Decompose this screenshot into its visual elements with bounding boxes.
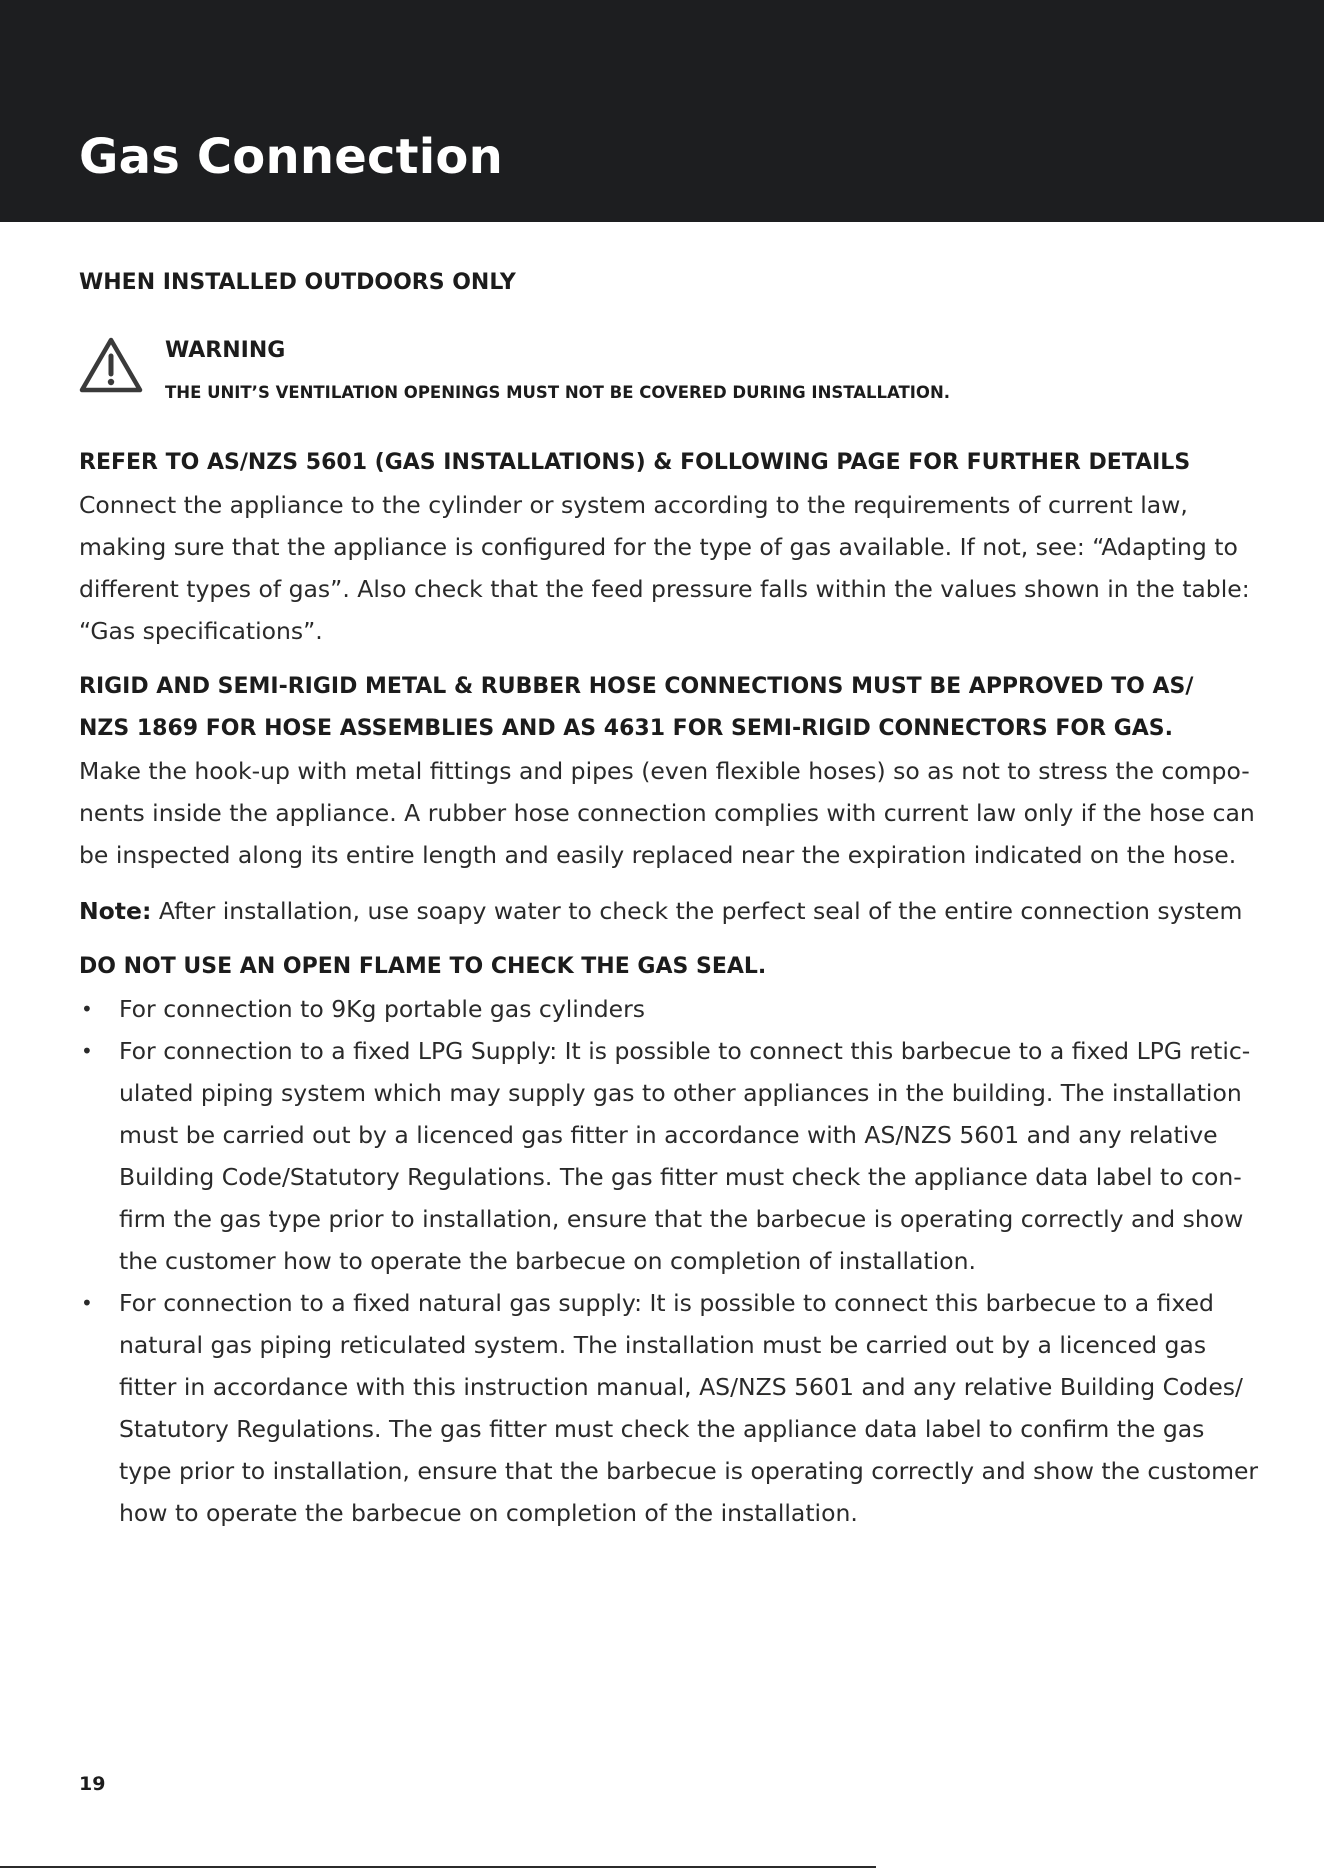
warning-block: [79, 328, 1259, 426]
warning-title: WARNING: [165, 338, 286, 363]
rigid-heading-line: NZS 1869 FOR HOSE ASSEMBLIES AND AS 4631 FOR SEMI-RIGID CONNECTORS FOR GAS.: [79, 716, 1173, 741]
header-band: [0, 0, 1324, 222]
flame-warning: DO NOT USE AN OPEN FLAME TO CHECK THE GAS SEAL.: [79, 954, 767, 979]
bullet-line: the customer how to operate the barbecue on completion of installation.: [119, 1247, 976, 1275]
bullet-marker: •: [81, 1039, 93, 1063]
bottom-rule: [0, 1866, 876, 1868]
bullet-line: Statutory Regulations. The gas fitter must check the appliance data label to confirm the gas: [119, 1415, 1205, 1443]
hookup-line: nents inside the appliance. A rubber hose connection complies with current law only if the hose can: [79, 799, 1255, 827]
connection-bullet-list: [79, 988, 1259, 1534]
bullet-line: For connection to 9Kg portable gas cylinders: [119, 995, 645, 1023]
bullet-line: ulated piping system which may supply gas to other appliances in the building. The installation: [119, 1079, 1242, 1107]
note-paragraph: [79, 890, 1259, 932]
warning-triangle-icon: [79, 336, 143, 394]
note-text: After installation, use soapy water to check the perfect seal of the entire connection system: [151, 897, 1243, 925]
list-item: [79, 1030, 1259, 1282]
refer-line: Connect the appliance to the cylinder or system according to the requirements of current law,: [79, 491, 1188, 519]
bullet-line: type prior to installation, ensure that the barbecue is operating correctly and show the customer: [119, 1457, 1259, 1485]
bullet-line: must be carried out by a licenced gas fitter in accordance with AS/NZS 5601 and any relative: [119, 1121, 1218, 1149]
bullet-line: Building Code/Statutory Regulations. The gas fitter must check the appliance data label to con-: [119, 1163, 1242, 1191]
refer-line: different types of gas”. Also check that the feed pressure falls within the values shown in the table:: [79, 575, 1250, 603]
bullet-line: For connection to a fixed LPG Supply: It is possible to connect this barbecue to a fixed LPG retic-: [119, 1037, 1251, 1065]
page-title: Gas Connection: [79, 129, 503, 185]
bullet-line: natural gas piping reticulated system. The installation must be carried out by a licenced gas: [119, 1331, 1207, 1359]
section-heading: WHEN INSTALLED OUTDOORS ONLY: [79, 270, 516, 295]
refer-paragraph: [79, 484, 1259, 652]
note-label: Note:: [79, 897, 152, 925]
bullet-line: how to operate the barbecue on completion of the installation.: [119, 1499, 858, 1527]
refer-line: “Gas specifications”.: [79, 617, 323, 645]
bullet-marker: •: [81, 997, 93, 1021]
refer-line: making sure that the appliance is configured for the type of gas available. If not, see: “Adapting to: [79, 533, 1238, 561]
hookup-line: be inspected along its entire length and easily replaced near the expiration indicated on the hose.: [79, 841, 1237, 869]
page-content: [79, 262, 1259, 1534]
bullet-line: For connection to a fixed natural gas supply: It is possible to connect this barbecue to a fixed: [119, 1289, 1214, 1317]
list-item: [79, 988, 1259, 1030]
rigid-heading: [79, 666, 1259, 750]
rigid-heading-line: RIGID AND SEMI-RIGID METAL & RUBBER HOSE CONNECTIONS MUST BE APPROVED TO AS/: [79, 674, 1194, 699]
page-number: 19: [79, 1773, 106, 1795]
bullet-line: fitter in accordance with this instruction manual, AS/NZS 5601 and any relative Building Codes/: [119, 1373, 1243, 1401]
warning-text: THE UNIT’S VENTILATION OPENINGS MUST NOT BE COVERED DURING INSTALLATION.: [165, 383, 951, 402]
list-item: [79, 1282, 1259, 1534]
hookup-paragraph: [79, 750, 1259, 876]
bullet-line: firm the gas type prior to installation, ensure that the barbecue is operating correctly and show: [119, 1205, 1244, 1233]
hookup-line: Make the hook-up with metal fittings and pipes (even flexible hoses) so as not to stress the compo-: [79, 757, 1250, 785]
refer-heading: REFER TO AS/NZS 5601 (GAS INSTALLATIONS) & FOLLOWING PAGE FOR FURTHER DETAILS: [79, 450, 1191, 475]
bullet-marker: •: [81, 1291, 93, 1315]
